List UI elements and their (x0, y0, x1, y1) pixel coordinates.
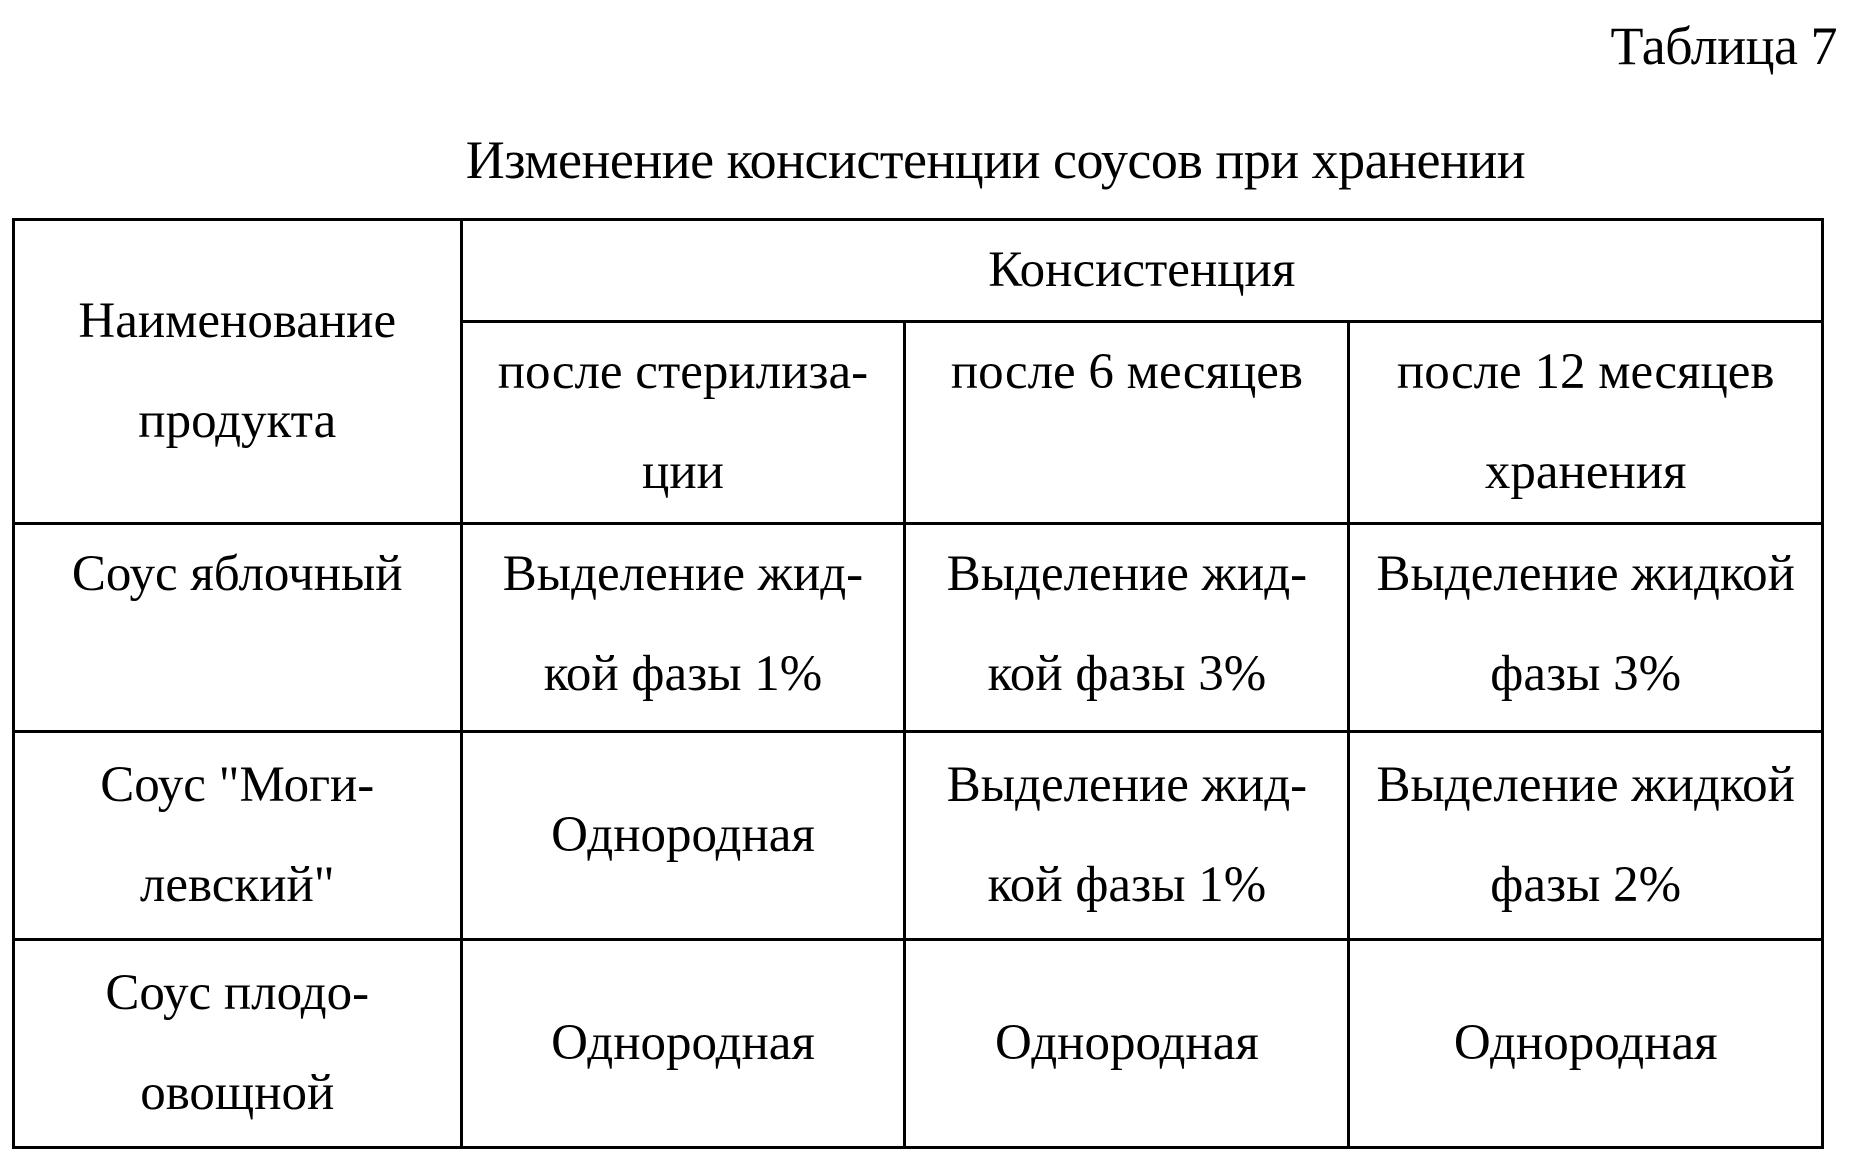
table-row (14, 940, 1823, 1148)
col-header-after-6-months: после 6 месяцев (905, 322, 1349, 524)
table-row (14, 524, 1823, 732)
table-number-label: Таблица 7 (1610, 16, 1837, 76)
value-cell: Однородная (461, 940, 905, 1148)
col-header-after-sterilization: после стерилиза- ции (461, 322, 905, 524)
value-cell: Выделение жидкой фазы 3% (1349, 524, 1823, 732)
product-name-cell: Соус плодо- овощной (14, 940, 462, 1148)
value-cell: Выделение жид- кой фазы 3% (905, 524, 1349, 732)
value-cell: Однородная (461, 732, 905, 940)
value-cell: Выделение жид- кой фазы 1% (461, 524, 905, 732)
value-cell: Выделение жидкой фазы 2% (1349, 732, 1823, 940)
consistency-group-header: Консистенция (461, 220, 1823, 322)
table-title: Изменение консистенции соусов при хранении (465, 130, 1526, 190)
product-name-header: Наименование продукта (14, 220, 462, 524)
header-row-group (14, 220, 1823, 322)
value-cell: Однородная (905, 940, 1349, 1148)
product-name-cell: Соус яблочный (14, 524, 462, 732)
product-name-cell: Соус "Моги- левский" (14, 732, 462, 940)
consistency-table (12, 218, 1824, 1149)
value-cell: Однородная (1349, 940, 1823, 1148)
table-row (14, 732, 1823, 940)
value-cell: Выделение жид- кой фазы 1% (905, 732, 1349, 940)
col-header-after-12-months: после 12 месяцев хранения (1349, 322, 1823, 524)
